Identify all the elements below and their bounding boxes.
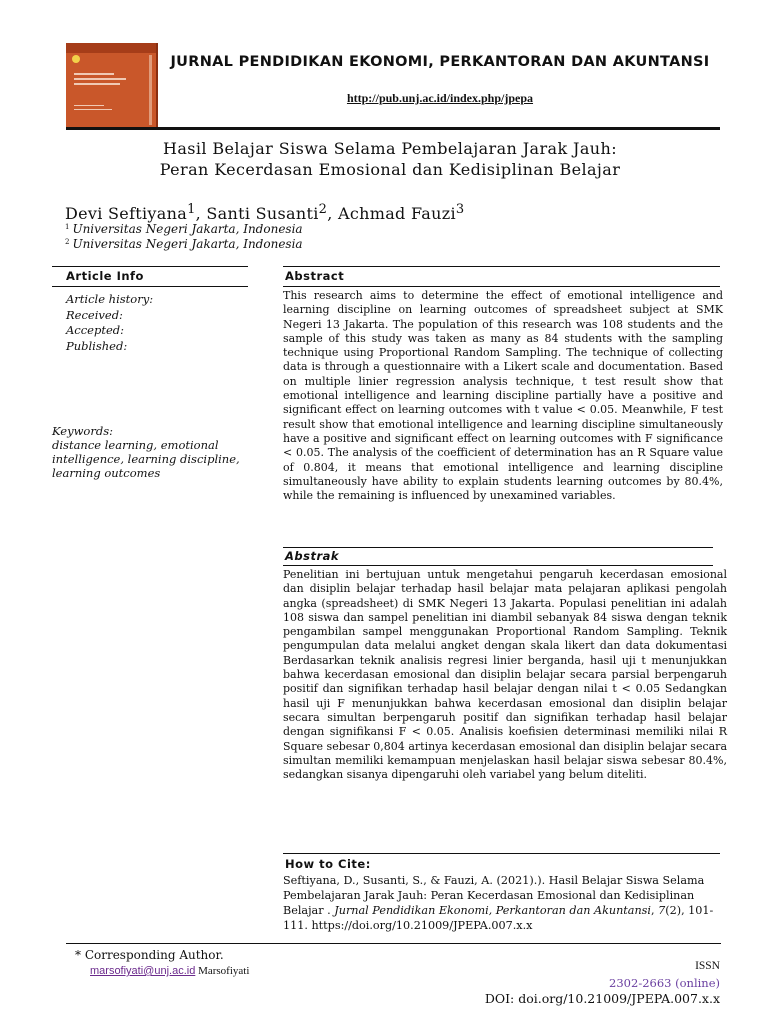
corresponding-author-label: * Corresponding Author.: [75, 948, 224, 962]
paper-title: [60, 138, 720, 180]
article-info-heading: Article Info: [66, 269, 144, 283]
received-label: Received:: [66, 308, 123, 322]
affiliation-2: [65, 237, 303, 251]
email-link[interactable]: marsofiyati@unj.ac.id: [90, 965, 196, 977]
keywords-label: Keywords:: [52, 424, 113, 438]
article-info-bottom-rule: [52, 286, 248, 287]
doi-text[interactable]: DOI: doi.org/10.21009/JPEPA.007.x.x: [484, 991, 720, 1006]
keywords-list: distance learning, emotional intelligence, learning discipline, learning outcomes: [52, 438, 240, 480]
issn-online: 2302-2663 (online): [609, 976, 720, 990]
journal-title: JURNAL PENDIDIKAN EKONOMI, PERKANTORAN DAN AKUNTANSI: [170, 54, 710, 70]
issn-label: ISSN: [695, 960, 720, 972]
affiliation-mark: 1: [65, 223, 70, 231]
affiliation-mark: 2: [65, 238, 70, 246]
corresponding-email: [90, 965, 249, 977]
affiliation-text: Universitas Negeri Jakarta, Indonesia: [72, 237, 303, 251]
citation-issue-pages-doi[interactable]: (2), 101-111. https://doi.org/10.21009/JPEPA.007.x.x: [283, 904, 714, 932]
citation-journal: Jurnal Pendidikan Ekonomi, Perkantoran dan Akuntansi: [334, 904, 651, 917]
abstrak-bottom-rule: [283, 565, 713, 566]
paper-title-line-2: Peran Kecerdasan Emosional dan Kedisiplinan Belajar: [159, 160, 621, 179]
footer-divider: [66, 943, 721, 944]
abstrak-text: Penelitian ini bertujuan untuk mengetahui pengaruh kecerdasan emosional dan disiplin belajar terhadap hasil belajar mata pelajaran aplikasi pengolah angka (spreadsheet) di SMK Negeri 13 Jakarta. Populasi penelitian ini adalah 108 siswa dan sampel penelitian ini diambil sebanyak 84 siswa dengan teknik pengambilan sampel menggunakan Proportional Random Sampling. Teknik pengumpulan data melalui angket dengan skala likert dan data dokumentasi Berdasarkan teknik analisis regresi linier berganda, hasil uji t menunjukkan bahwa kecerdasan emosional dan disiplin belajar secara parsial berpengaruh positif dan signifikan terhadap hasil belajar dengan nilai t < 0.05 Sedangkan hasil uji F menunjukkan bahwa kecerdasan emosional dan disiplin belajar secara simultan berpengaruh positif dan signifikan terhadap hasil belajar dengan signifikansi F < 0.05. Analisis koefisien determinasi memiliki nilai R Square sebesar 0,804 artinya kecerdasan emosional dan disiplin belajar secara simultan memiliki kemampuan menjelaskan hasil belajar siswa sebesar 80.4%, sedangkan sisanya dipengaruhi oleh variabel yang belum diteliti.: [283, 568, 727, 782]
abstract-text: This research aims to determine the effect of emotional intelligence and learning discipline on learning outcomes of spreadsheet subject at SMK Negeri 13 Jakarta. The population of this research was 108 students and the sample of this study was taken as many as 84 students with the sampling technique using Proportional Random Sampling. The technique of collecting data is through a questionnaire with a Likert scale and documentation. Based on multiple linier regression analysis technique, t test result show that emotional intelligence and learning discipline partially have a positive and significant effect on learning outcomes with t value < 0.05. Meanwhile, F test result show that emotional intelligence and learning discipline simultaneously have a positive and significant effect on learning outcomes with F significance < 0.05. The analysis of the coefficient of determination has an R Square value of 0.804, it means that emotional intelligence and learning discipline simultaneously have ability to explain students learning outcomes by 80.4%, while the remaining is influenced by unexamined variables.: [283, 289, 723, 503]
author-affil-mark: 2: [318, 202, 328, 217]
author-affil-mark: 1: [187, 202, 196, 217]
journal-url-link[interactable]: http://pub.unj.ac.id/index.php/jpepa: [346, 91, 534, 105]
citation-text: [283, 873, 723, 933]
header-divider: [66, 127, 720, 130]
author-list: [65, 202, 464, 223]
corresponding-author-name: Marsofiyati: [195, 965, 250, 977]
author-name: Devi Seftiyana: [65, 204, 188, 223]
citation-heading: How to Cite:: [285, 857, 371, 871]
paper-title-line-1: Hasil Belajar Siswa Selama Pembelajaran Jarak Jauh:: [162, 139, 618, 158]
published-label: Published:: [66, 339, 128, 353]
citation-volume: 7: [658, 904, 666, 917]
abstrak-heading: Abstrak: [285, 549, 340, 563]
citation-authors-title: Seftiyana, D., Susanti, S., & Fauzi, A. (2021).). Hasil Belajar Siswa Selama Pembelajaran Jarak Jauh: Peran Kecerdasan Emosional dan Kedisiplinan Belajar .: [283, 874, 705, 917]
abstract-bottom-rule: [283, 286, 720, 287]
author-name: Achmad Fauzi: [338, 204, 456, 223]
article-history-label: Article history:: [66, 292, 154, 306]
citation-separator: ,: [650, 904, 659, 917]
article-info-top-rule: [52, 266, 248, 267]
citation-top-rule: [283, 853, 720, 854]
affiliation-1: [65, 222, 303, 236]
author-name: Santi Susanti: [206, 204, 319, 223]
abstrak-top-rule: [283, 547, 713, 548]
affiliation-text: Universitas Negeri Jakarta, Indonesia: [72, 222, 303, 236]
journal-logo-icon: [72, 55, 80, 63]
journal-cover-image: [66, 43, 158, 129]
author-separator: ,: [327, 204, 338, 223]
accepted-label: Accepted:: [66, 323, 125, 337]
abstract-heading: Abstract: [285, 269, 345, 283]
author-separator: ,: [195, 204, 207, 223]
abstract-top-rule: [283, 266, 720, 267]
author-affil-mark: 3: [455, 202, 465, 217]
